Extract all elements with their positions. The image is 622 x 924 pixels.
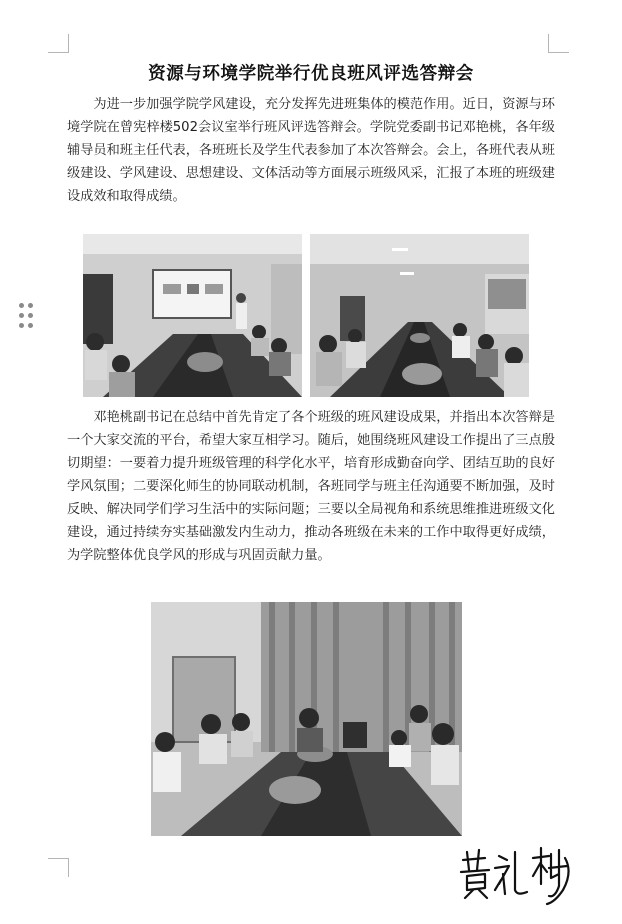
crop-mark-top-left [48,34,69,53]
article-title: 资源与环境学院举行优良班风评选答辩会 [148,64,474,84]
meeting-photo-presentation [83,234,302,397]
drag-handle-icon[interactable] [19,303,35,329]
crop-mark-bottom-left [48,858,69,877]
article-paragraph-1: 为进一步加强学院学风建设，充分发挥先进班集体的模范作用。近日，资源与环境学院在曾宪梓楼502会议室举行班风评选答辩会。学院党委副书记邓艳桃，各年级辅导员和班主任代表，各班班长及学生代表参加了本次答辩会。会上，各班代表从班级建设、学风建设、思想建设、文体活动等方面展示班级风采，汇报了本班的班级建设成效和取得成绩。 [67,97,555,204]
meeting-photo-discussion [151,602,462,836]
article-paragraph-2: 邓艳桃副书记在总结中首先肯定了各个班级的班风建设成果，并指出本次答辩是一个大家交流的平台，希望大家互相学习。随后，她围绕班风建设工作提出了三点殷切期望：一要着力提升班级管理的科学化水平，培育形成勤奋向学、团结互助的良好学风氛围；二要深化师生的协同联动机制，各班同学与班主任沟通要不断加强，及时反映、解决同学们学习生活中的实际问题；三要以全局视角和系统思维推进班级文化建设，通过持续夯实基础激发内生动力，推动各班级在未来的工作中取得更好成绩，为学院整体优良学风的形成与巩固贡献力量。 [67,410,555,563]
crop-mark-top-right [548,34,569,53]
handwritten-signature [455,838,575,908]
meeting-photo-conference-table [310,234,529,397]
